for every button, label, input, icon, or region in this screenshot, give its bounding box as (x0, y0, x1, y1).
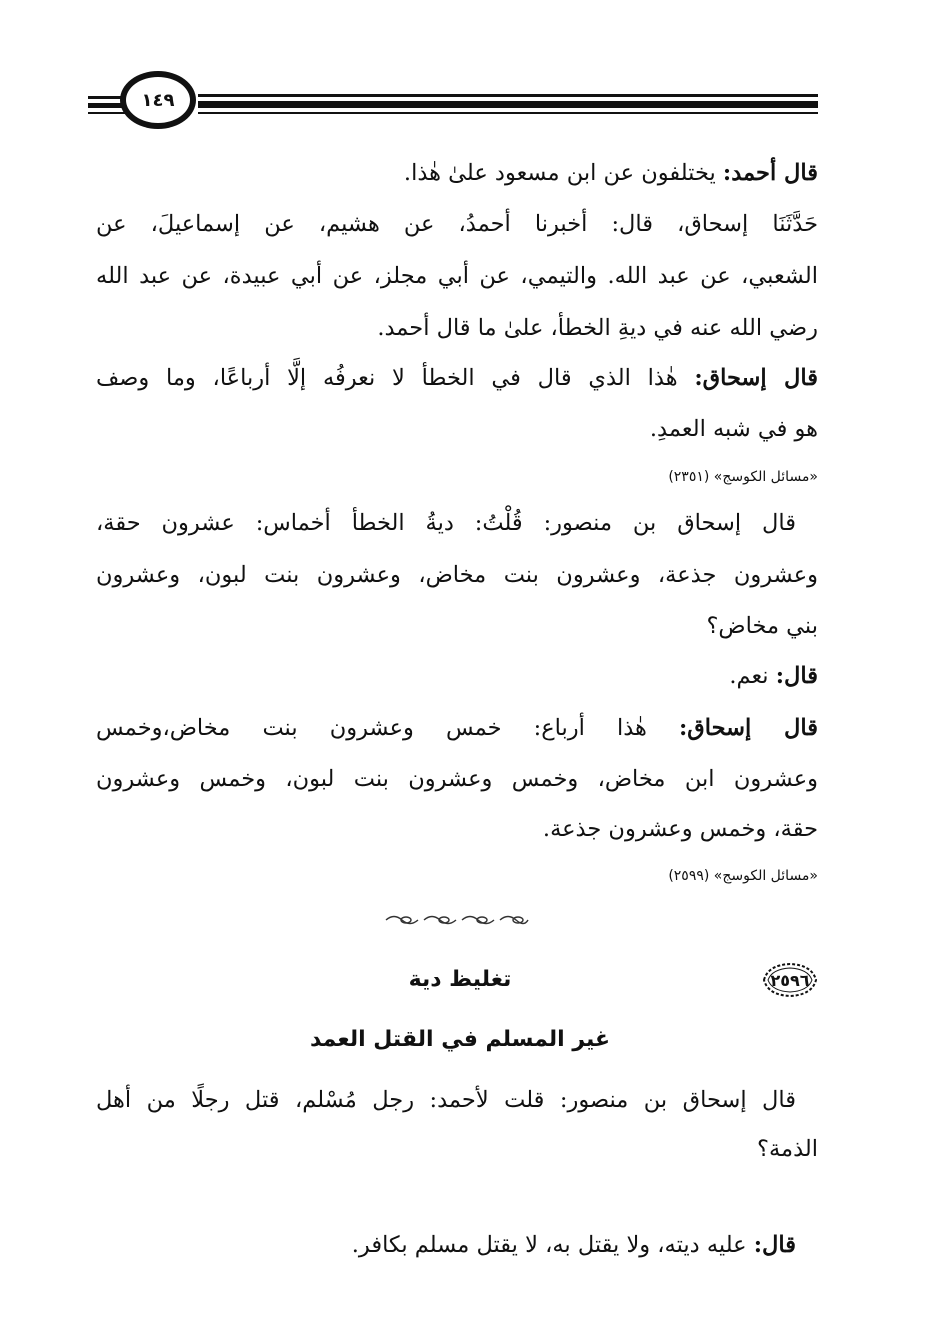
text-line (729, 665, 818, 688)
text-line (96, 717, 818, 740)
page-number-badge (120, 71, 196, 129)
source-reference: «مسائل الكوسج» (٢٥٩٩) (668, 868, 818, 884)
chapter-number-badge (758, 961, 822, 999)
text-line: حقة، وخمس وعشرون جذعة. (542, 816, 818, 842)
text-line: الذمة؟ (757, 1136, 818, 1162)
text-line (352, 1234, 796, 1257)
text-line: وعشرون جذعة، وعشرون بنت مخاض، وعشرون بنت لبون، وعشرون (96, 562, 818, 588)
text-span: هٰذا أرباع: خمس وعشرون بنت مخاض،وخمس (96, 715, 647, 741)
header-rule (198, 94, 818, 97)
text-line (96, 367, 818, 390)
chapter-number: ٢٥٩٦ (770, 970, 810, 990)
text-span: يختلفون عن ابن مسعود علىٰ هٰذا. (403, 160, 716, 186)
text-line: هو في شبه العمدِ. (649, 416, 818, 442)
text-line: قال إسحاق بن منصور: قُلْتُ: ديةُ الخطأ أخماس: عشرون حقة، (96, 510, 796, 536)
page-header (88, 68, 818, 132)
text-line: رضي الله عنه في ديةِ الخطأ، علىٰ ما قال أحمد. (377, 315, 818, 341)
chapter-subtitle: غير المسلم في القتل العمد (309, 1027, 611, 1052)
speaker-label: قال: (753, 1232, 796, 1258)
header-rule (198, 112, 818, 114)
speaker-label: قال إسحاق: (694, 365, 818, 391)
text-line: قال إسحاق بن منصور: قلت لأحمد: رجل مُسْلم، قتل رجلًا من أهل (96, 1087, 796, 1113)
text-line (404, 162, 818, 185)
ornament-divider (382, 910, 532, 930)
speaker-label: قال إسحاق: (679, 715, 818, 741)
header-rule (198, 101, 818, 108)
chapter-title: تغليظ دية (408, 967, 512, 992)
text-span: هٰذا الذي قال في الخطأ لا نعرفُه إلَّا أرباعًا، وما وصف (96, 365, 678, 391)
page-number: ١٤٩ (141, 89, 175, 111)
text-line: حَدَّثَنَا إسحاق، قال: أخبرنا أحمدُ، عن هشيم، عن إسماعيلَ، عن (96, 211, 818, 237)
source-reference: «مسائل الكوسج» (٢٣٥١) (668, 469, 818, 485)
text-span: عليه ديته، ولا يقتل به، لا يقتل مسلم بكافر. (351, 1232, 747, 1258)
speaker-label: قال أحمد: (722, 160, 818, 186)
text-span: نعم. (729, 663, 769, 689)
text-line: بني مخاض؟ (706, 613, 818, 639)
text-line: وعشرون ابن مخاض، وخمس وعشرون بنت لبون، وخمس وعشرون (96, 766, 818, 792)
speaker-label: قال: (775, 663, 818, 689)
text-line: الشعبي، عن عبد الله. والتيمي، عن أبي مجلز، عن أبي عبيدة، عن عبد الله (96, 263, 818, 289)
